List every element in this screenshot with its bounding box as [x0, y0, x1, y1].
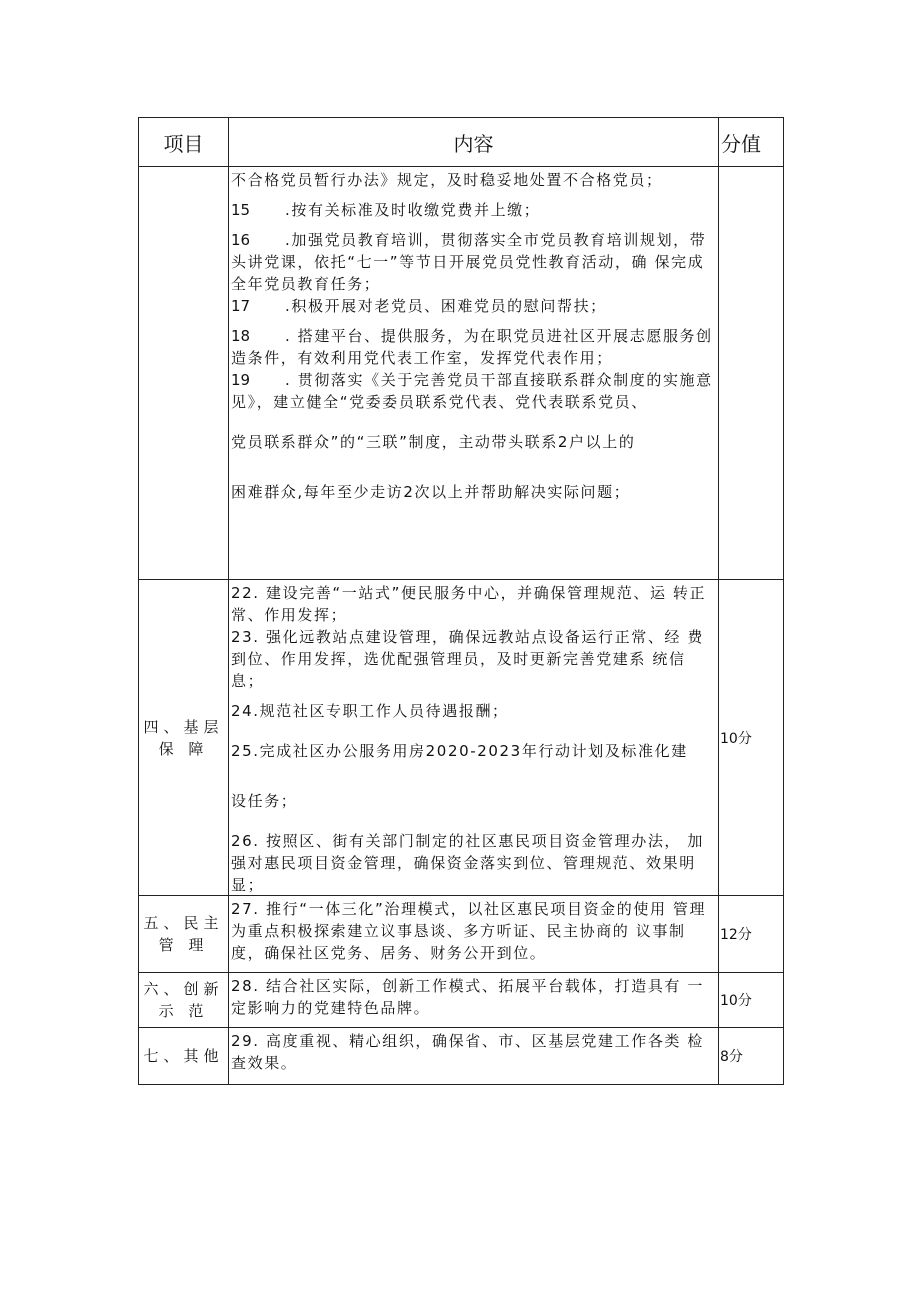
- content-cell: [229, 167, 719, 580]
- content-line: 23. 强化远教站点建设管理，确保远教站点设备运行正常、经 费到位、作用发挥，选优配强管理员，及时更新完善党建系 统信息；: [231, 628, 704, 690]
- item-cell: 六、创新 示 范: [139, 973, 229, 1028]
- score-cell: [719, 167, 784, 580]
- content-line: 25.完成社区办公服务用房2020-2023年行动计划及标准化建: [231, 742, 688, 760]
- item-cell: 五、民主 管 理: [139, 896, 229, 973]
- content-line: 26. 按照区、街有关部门制定的社区惠民项目资金管理办法， 加强对惠民项目资金管理，确保资金落实到位、管理规范、效果明显；: [231, 832, 704, 894]
- content-line: 困难群众,每年至少走访2次以上并帮助解决实际问题；: [231, 483, 631, 501]
- table-row: [139, 896, 784, 973]
- table-row: [139, 167, 784, 580]
- evaluation-table: [138, 117, 784, 1085]
- content-line: 不合格党员暂行办法》规定，及时稳妥地处置不合格党员；: [231, 171, 663, 189]
- table-row: [139, 1028, 784, 1085]
- table-row: [139, 580, 784, 896]
- content-line: 24.规范社区专职工作人员待遇报酬；: [231, 702, 509, 720]
- header-item: 项目: [139, 118, 229, 167]
- item-cell: [139, 167, 229, 580]
- content-line: 18 . 搭建平台、提供服务，为在职党员进社区开展志愿服务创 造条件，有效利用党代表工作室，发挥党代表作用；: [231, 327, 713, 367]
- score-cell: 12分: [719, 896, 784, 973]
- content-line: 党员联系群众”的“三联”制度，主动带头联系2户以上的: [231, 433, 636, 451]
- item-cell: 七、其他: [139, 1028, 229, 1085]
- content-line: 17 .积极开展对老党员、困难党员的慰问帮扶；: [231, 297, 607, 315]
- item-cell: 四、基层 保 障: [139, 580, 229, 896]
- content-cell: 29. 高度重视、精心组织，确保省、市、区基层党建工作各类 检查效果。: [229, 1028, 719, 1085]
- content-line: 19 . 贯彻落实《关于完善党员干部直接联系群众制度的实施意 见》，建立健全“党委委员联系党代表、党代表联系党员、: [231, 371, 713, 411]
- content-cell: 28. 结合社区实际，创新工作模式、拓展平台载体，打造具有 一定影响力的党建特色品牌。: [229, 973, 719, 1028]
- content-cell: 27. 推行“一体三化”治理模式，以社区惠民项目资金的使用 管理为重点积极探索建立议事恳谈、多方听证、民主协商的 议事制度，确保社区党务、居务、财务公开到位。: [229, 896, 719, 973]
- table-header-row: [139, 118, 784, 167]
- score-cell: 10分: [719, 973, 784, 1028]
- score-cell: 8分: [719, 1028, 784, 1085]
- table-row: [139, 973, 784, 1028]
- content-cell: [229, 580, 719, 896]
- header-content: 内容: [229, 118, 719, 167]
- content-line: 16 .加强党员教育培训，贯彻落实全市党员教育培训规划，带 头讲党课，依托“七一”等节日开展党员党性教育活动，确 保完成全年党员教育任务；: [231, 231, 707, 293]
- content-line: 设任务；: [231, 792, 298, 810]
- content-line: 15 .按有关标准及时收缴党费并上缴；: [231, 201, 541, 219]
- content-line: 22. 建设完善“一站式”便民服务中心，并确保管理规范、运 转正常、作用发挥；: [231, 584, 707, 624]
- score-cell: 10分: [719, 580, 784, 896]
- header-score: 分值: [719, 118, 784, 167]
- clipped-content: [231, 830, 718, 894]
